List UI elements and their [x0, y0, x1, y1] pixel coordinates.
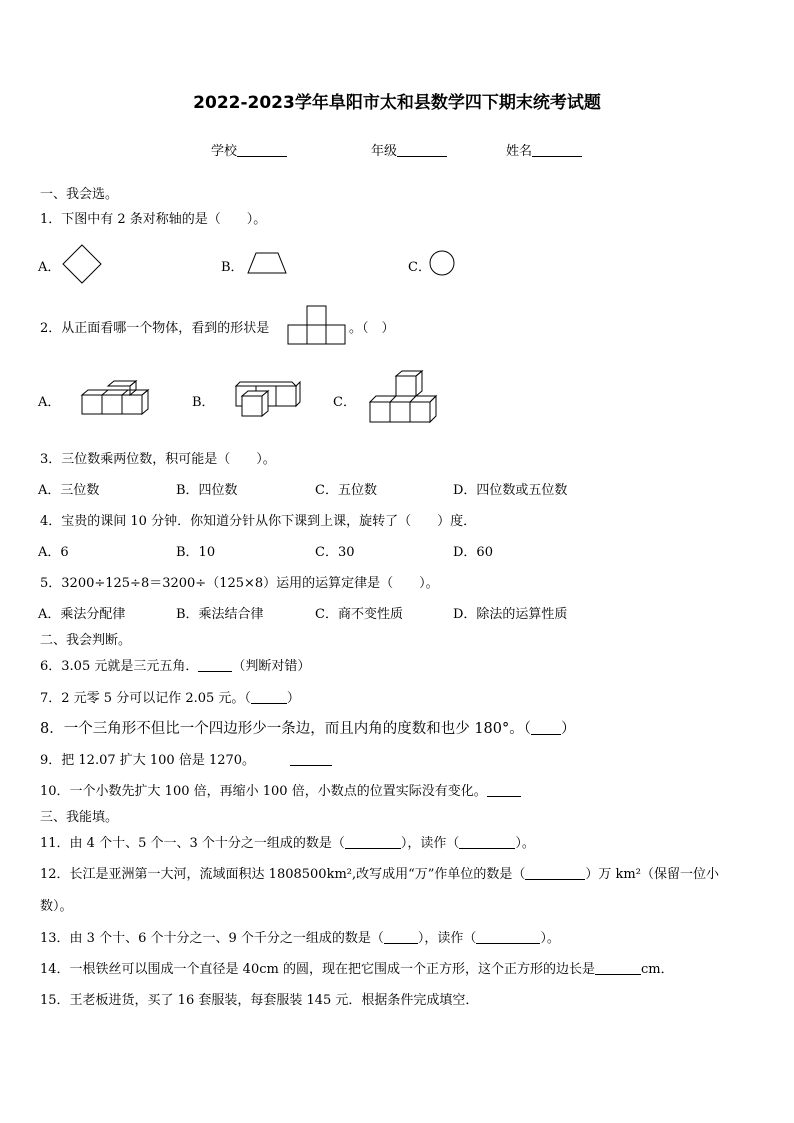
q12-answer-blank[interactable] — [525, 867, 585, 880]
q1-option-c-label: C． — [408, 260, 431, 275]
q2-text-after: 。（ ） — [349, 321, 395, 336]
question-4: 4．宝贵的课间 10 分钟．你知道分针从你下课到上课，旋转了（ ）度． — [40, 514, 477, 529]
q5-option-a[interactable]: A．乘法分配律 — [38, 607, 126, 622]
q8-text-after: ） — [561, 721, 576, 737]
question-13 — [40, 927, 560, 946]
q2-option-a-label: A． — [38, 395, 61, 410]
q13-reading-blank[interactable] — [476, 931, 540, 944]
question-2 — [40, 317, 269, 336]
question-6 — [40, 655, 310, 674]
question-14 — [40, 958, 674, 977]
q5-option-b[interactable]: B．乘法结合律 — [176, 607, 264, 622]
q6-text-after: （判断对错） — [232, 659, 311, 674]
q2-option-a-cubes — [80, 380, 160, 416]
trapezoid-icon — [246, 252, 288, 274]
question-1: 1．下图中有 2 条对称轴的是（ ）。 — [40, 212, 267, 227]
q5-option-c[interactable]: C．商不变性质 — [315, 607, 403, 622]
q11-text-1: 11．由 4 个十、5 个一、3 个十分之一组成的数是（ — [40, 836, 345, 851]
section-heading-fill: 三、我能填。 — [40, 810, 119, 825]
q12-text-2: ）万 km²（保留一位小 — [585, 867, 719, 882]
q13-text-2: ），读作（ — [417, 931, 477, 946]
q10-text: 10．一个小数先扩大 100 倍，再缩小 100 倍，小数点的位置实际没有变化。 — [40, 784, 487, 799]
q12-text-1: 12．长江是亚洲第一大河，流域面积达 1808500km²,改写成用“万”作单位的数是（ — [40, 867, 526, 882]
grade-blank[interactable] — [397, 144, 447, 157]
page-title: 2022-2023学年阜阳市太和县数学四下期末统考试题 — [193, 93, 601, 113]
q3-option-a[interactable]: A．三位数 — [38, 483, 100, 498]
q11-reading-blank[interactable] — [459, 836, 515, 849]
q8-text-before: 8．一个三角形不但比一个四边形少一条边，而且内角的度数和也少 180°。（ — [40, 721, 532, 737]
question-11 — [40, 832, 535, 851]
section-heading-judge: 二、我会判断。 — [40, 633, 132, 648]
school-label: 学校 — [211, 144, 238, 159]
question-3: 3．三位数乘两位数，积可能是（ ）。 — [40, 452, 276, 467]
q3-option-d[interactable]: D．四位数或五位数 — [453, 483, 568, 498]
grade-field[interactable] — [371, 140, 447, 159]
q7-answer-blank[interactable] — [251, 691, 287, 704]
q2-option-c-cubes — [366, 368, 438, 424]
q8-answer-blank[interactable] — [531, 722, 561, 735]
q2-text-before: 2．从正面看哪一个物体，看到的形状是 — [40, 321, 270, 336]
q4-option-a[interactable]: A．6 — [38, 545, 69, 560]
q11-number-blank[interactable] — [345, 836, 401, 849]
question-8 — [40, 717, 576, 738]
question-10 — [40, 780, 521, 799]
q2-option-c-label: C． — [333, 395, 356, 410]
name-label: 姓名 — [506, 144, 533, 159]
q2-option-b-cubes — [228, 380, 302, 418]
q2-option-b-label: B． — [192, 395, 215, 410]
q9-answer-blank[interactable] — [290, 753, 332, 766]
question-5: 5．3200÷125÷8＝3200÷（125×8）运用的运算定律是（ ）。 — [40, 576, 439, 591]
diamond-icon — [62, 244, 102, 284]
circle-icon — [429, 250, 455, 276]
q4-option-d[interactable]: D．60 — [453, 545, 493, 560]
q4-option-b[interactable]: B．10 — [176, 545, 216, 560]
q14-answer-blank[interactable] — [595, 962, 641, 975]
q11-text-2: ），读作（ — [400, 836, 460, 851]
q14-text-2: cm． — [640, 962, 674, 977]
school-field[interactable] — [211, 140, 287, 159]
q7-text-after: ） — [286, 691, 300, 706]
q4-option-c[interactable]: C．30 — [315, 545, 355, 560]
grade-label: 年级 — [371, 144, 398, 159]
q14-text-1: 14．一根铁丝可以围成一个直径是 40cm 的圆，现在把它围成一个正方形，这个正方形的边长是 — [40, 962, 595, 977]
front-view-figure — [287, 305, 347, 345]
question-9: 9．把 12.07 扩大 100 倍是 1270。 — [40, 753, 256, 768]
name-blank[interactable] — [532, 144, 582, 157]
question-12 — [40, 863, 719, 882]
q6-text-before: 6．3.05 元就是三元五角． — [40, 659, 199, 674]
question-7 — [40, 687, 300, 706]
question-15: 15．王老板进货，买了 16 套服装，每套服装 145 元．根据条件完成填空． — [40, 993, 479, 1008]
q3-option-c[interactable]: C．五位数 — [315, 483, 377, 498]
q10-answer-blank[interactable] — [487, 784, 521, 797]
section-heading-choose: 一、我会选。 — [40, 187, 119, 202]
q3-option-b[interactable]: B．四位数 — [176, 483, 238, 498]
q13-number-blank[interactable] — [384, 931, 418, 944]
q12-text-3: 数）。 — [40, 899, 73, 914]
q7-text-before: 7．2 元零 5 分可以记作 2.05 元。（ — [40, 691, 251, 706]
school-blank[interactable] — [237, 144, 287, 157]
q13-text-1: 13．由 3 个十、6 个十分之一、9 个千分之一组成的数是（ — [40, 931, 384, 946]
q1-option-b-label: B． — [221, 260, 244, 275]
q11-text-3: ）。 — [515, 836, 535, 851]
q9-answer-field[interactable] — [290, 749, 332, 768]
q1-option-a-label: A． — [38, 260, 61, 275]
name-field[interactable] — [506, 140, 582, 159]
q5-option-d[interactable]: D．除法的运算性质 — [453, 607, 568, 622]
q6-answer-blank[interactable] — [198, 659, 232, 672]
q13-text-3: ）。 — [540, 931, 560, 946]
